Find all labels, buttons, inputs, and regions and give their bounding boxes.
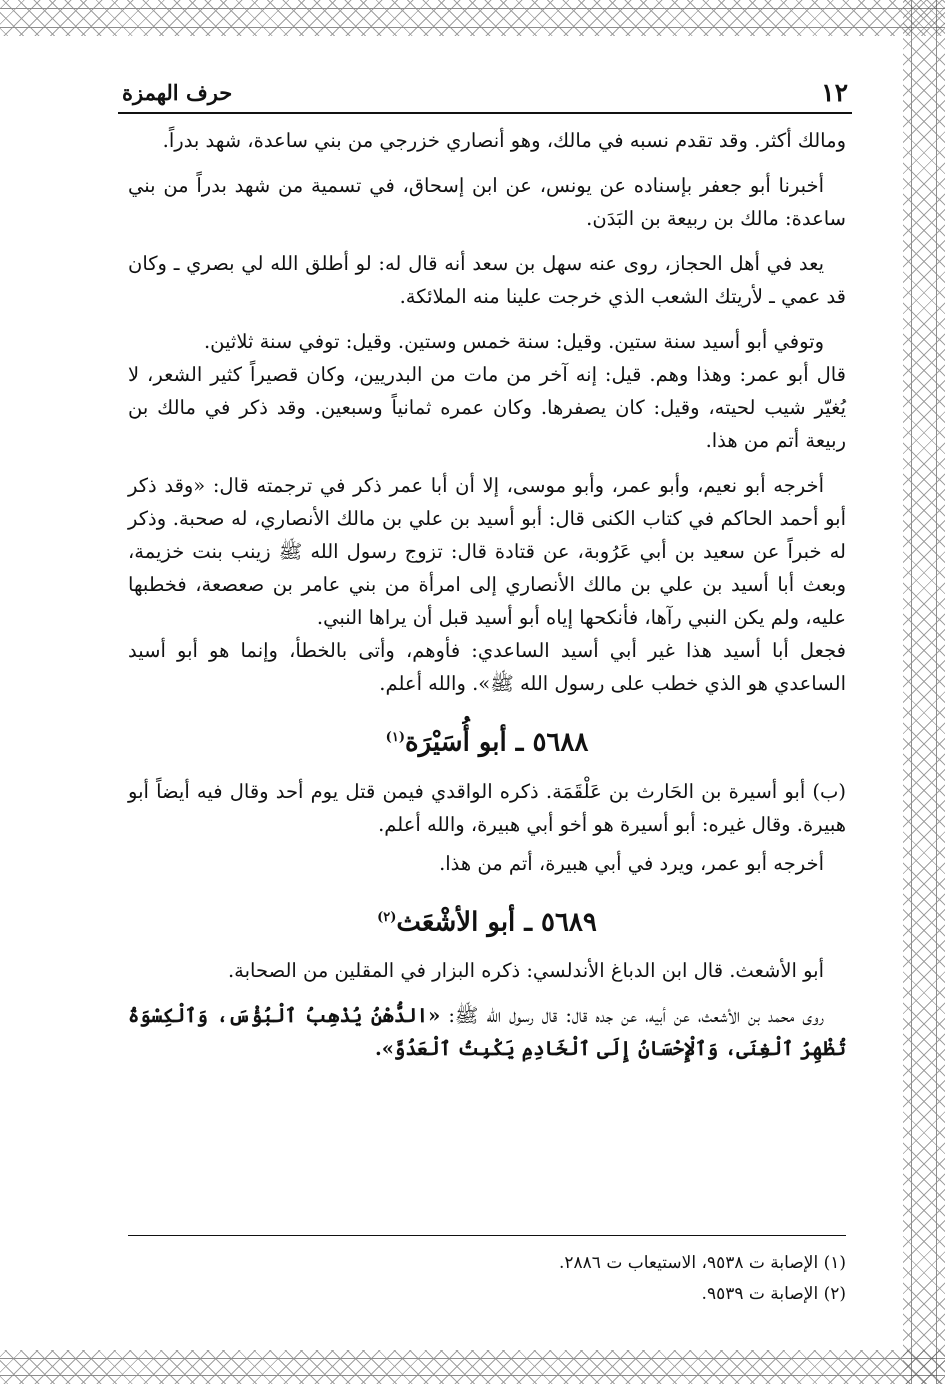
paragraph: وتوفي أبو أسيد سنة ستين. وقيل: سنة خمس وستين. وقيل: توفي سنة ثلاثين. xyxy=(203,330,824,353)
footnote-divider xyxy=(128,1235,846,1236)
paragraph: (ب) أبو أسيرة بن الحَارث بن عَلْقَمَة. ذكره الواقدي فيمن قتل يوم أحد وقال فيه أيضاً أبو هبيرة. وقال غيره: أبو أسيرة هو أخو أبي هبيرة، والله أعلم. xyxy=(128,779,846,836)
running-title: حرف الهمزة xyxy=(122,80,233,105)
footnote-marker: (١) xyxy=(385,730,405,745)
paragraph: ومالك أكثر. وقد تقدم نسبه في مالك، وهو أنصاري خزرجي من بني ساعدة، شهد بدراً. xyxy=(162,129,846,152)
ornamental-border-bottom xyxy=(0,1350,945,1384)
ornamental-border-right xyxy=(903,0,945,1384)
paragraph: أخرجه أبو نعيم، وأبو عمر، وأبو موسى، إلا أن أبا عمر ذكر في ترجمته قال: «وقد ذكر أبو أحمد الحاكم في كتاب الكنى قال: أبو أسيد بن علي بن مالك الأنصاري، له صحبة. وذكر له خبراً عن سعيد بن أبي عَرُوبة، عن قتادة قال: تزوج رسول الله ﷺ زينب بنت خزيمة، وبعث أبا أسيد بن علي بن مالك الأنصاري إلى امرأة من بني عامر بن صعصعة، فخطبها عليه، ولم يكن النبي رآها، فأنكحها إياه أبو أسيد قبل أن يراها النبي. xyxy=(128,474,846,629)
entry-heading xyxy=(128,720,846,761)
paragraph: قال أبو عمر: وهذا وهم. قيل: إنه آخر من مات من البدريين، وكان قصيراً كثير الشعر، لا يُغيّر شيب لحيته، وقيل: كان يصفرها. وكان عمره ثمانياً وسبعين. وقد ذكر في مالك بن ربيعة أتم من هذا. xyxy=(128,363,846,452)
paragraph: أخبرنا أبو جعفر بإسناده عن يونس، عن ابن إسحاق، في تسمية من شهد بدراً من بني ساعدة: مالك بن ربيعة بن البَدَن. xyxy=(128,174,846,230)
entry-heading-text: ٥٦٨٩ ـ أبو الأشْعَث xyxy=(396,907,597,938)
page-body xyxy=(128,124,846,1065)
footnote-marker: (٢) xyxy=(377,909,397,925)
paragraph: أخرجه أبو عمر، ويرد في أبي هبيرة، أتم من هذا. xyxy=(439,851,824,875)
paragraph: أبو الأشعث. قال ابن الدباغ الأندلسي: ذكره البزار في المقلين من الصحابة. xyxy=(227,959,824,983)
paragraph xyxy=(128,999,846,1065)
narration-text: روى محمد بن الأشعث، عن أبيه، عن جده قال: قال رسول الله ﷺ: xyxy=(440,1004,824,1028)
paragraph: فجعل أبا أسيد هذا غير أبي أسيد الساعدي: فأوهم، وأتى بالخطأ، وإنما هو أبو أسيد الساعدي هو الذي خطب على رسول الله ﷺ». والله أعلم. xyxy=(128,639,846,695)
page-header xyxy=(118,78,852,114)
entry-heading-text: ٥٦٨٨ ـ أبو أُسَيْرَة xyxy=(404,727,589,758)
footnote: (١) الإصابة ت ٩٥٣٨، الاستيعاب ت ٢٨٨٦. xyxy=(559,1253,846,1273)
entry-heading xyxy=(128,900,846,941)
ornamental-border-top xyxy=(0,0,945,36)
hadith-text: «الدُّهْنُ يُذْهِبُ ٱلْبُؤْسَ، وَٱلْكِسْوَةُ تُظْهِرُ ٱلْغِنَى، وَٱلْإِحْسَانُ إِلَى ٱلْخَادِمِ يَكْبِتُ ٱلْعَدُوَّ». xyxy=(128,1004,846,1061)
footnotes xyxy=(128,1248,846,1310)
page-number: ١٢ xyxy=(821,78,848,107)
paragraph: يعد في أهل الحجاز، روى عنه سهل بن سعد أنه قال له: لو أطلق الله لي بصري ـ وكان قد عمي ـ لأريتك الشعب الذي خرجت علينا منه الملائكة. xyxy=(128,252,846,308)
footnote: (٢) الإصابة ت ٩٥٣٩. xyxy=(701,1284,846,1304)
